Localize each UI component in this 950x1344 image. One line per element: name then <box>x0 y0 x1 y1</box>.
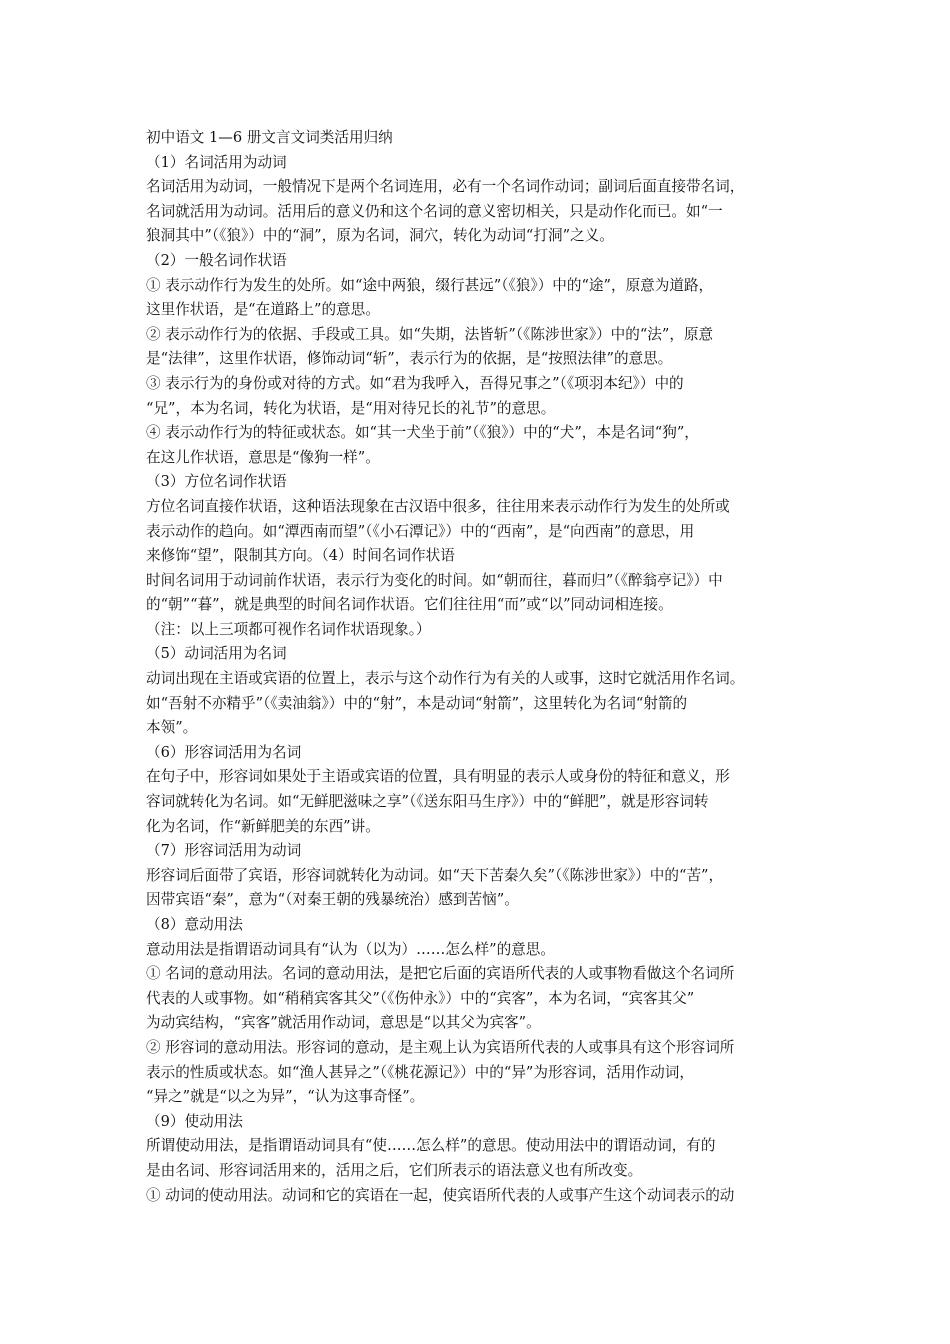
text-line: “异之”就是“以之为异”，“认为这事奇怪”。 <box>146 1088 425 1106</box>
text-line: 来修饰“望”，限制其方向。（4）时间名词作状语 <box>146 547 455 565</box>
text-line: 化为名词，作“新鲜肥美的东西”讲。 <box>146 817 380 835</box>
text-line: （9）使动用法 <box>146 1112 243 1130</box>
text-line: 表示动作的趋向。如“潭西南而望”（《小石潭记》）中的“西南”，是“向西南”的意思，用 <box>146 522 695 540</box>
text-line: 名词活用为动词，一般情况下是两个名词连用，必有一个名词作动词；副词后面直接带名词， <box>146 178 745 196</box>
text-line: 在句子中，形容词如果处于主语或宾语的位置，具有明显的表示人或身份的特征和意义，形 <box>146 768 730 786</box>
text-line: ② 表示动作行为的依据、手段或工具。如“失期，法皆斩”（《陈涉世家》）中的“法”，原意 <box>146 325 714 343</box>
document-body <box>146 151 814 1209</box>
text-line: “兄”，本为名词，转化为状语，是“用对待兄长的礼节”的意思。 <box>146 399 556 417</box>
text-line: 动词出现在主语或宾语的位置上，表示与这个动作行为有关的人或事，这时它就活用作名词。 <box>146 670 745 688</box>
text-line: 意动用法是指谓语动词具有“认为（以为）……怎么样”的意思。 <box>146 940 555 958</box>
text-line: 表示的性质或状态。如“渔人甚异之”（《桃花源记》）中的“异”为形容词，活用作动词， <box>146 1063 694 1081</box>
text-line: ① 表示动作行为发生的处所。如“途中两狼，缀行甚远”（《狼》）中的“途”，原意为道路， <box>146 276 714 294</box>
text-line: 因带宾语“秦”，意为“（对秦王朝的残暴统治）感到苦恼”。 <box>146 891 519 909</box>
document-page <box>146 126 814 1208</box>
text-line: （7）形容词活用为动词 <box>146 842 302 860</box>
text-line: ① 动词的使动用法。动词和它的宾语在一起，使宾语所代表的人或事产生这个动词表示的动 <box>146 1186 735 1204</box>
text-line: （注：以上三项都可视作名词作状语现象。） <box>146 620 431 638</box>
text-line: 在这儿作状语，意思是“像狗一样”。 <box>146 448 380 466</box>
text-line: ① 名词的意动用法。名词的意动用法，是把它后面的宾语所代表的人或事物看做这个名词所 <box>146 965 735 983</box>
text-line: 如“吾射不亦精乎”（《卖油翁》）中的“射”，本是动词“射箭”，这里转化为名词“射箭的 <box>146 694 688 712</box>
text-line: 是“法律”，这里作状语，修饰动词“斩”，表示行为的依据，是“按照法律”的意思。 <box>146 350 673 368</box>
text-line: ④ 表示动作行为的特征或状态。如“其一犬坐于前”（《狼》）中的“犬”，本是名词“狗”， <box>146 424 699 442</box>
document-title: 初中语文 1—6 册文言文词类活用归纳 <box>146 129 393 146</box>
text-line: 时间名词用于动词前作状语，表示行为变化的时间。如“朝而往，暮而归”（《醉翁亭记》）中 <box>146 571 723 589</box>
text-line: （5）动词活用为名词 <box>146 645 287 663</box>
text-line: 所谓使动用法，是指谓语动词具有“使……怎么样”的意思。使动用法中的谓语动词，有的 <box>146 1137 716 1155</box>
text-line: 的“朝”“暮”，就是典型的时间名词作状语。它们往往用“而”或“以”同动词相连接。 <box>146 596 673 614</box>
text-line: 是由名词、形容词活用来的，活用之后，它们所表示的语法意义也有所改变。 <box>146 1161 643 1179</box>
text-line: 为动宾结构，“宾客”就活用作动词，意思是“以其父为宾客”。 <box>146 1014 541 1032</box>
text-line: 这里作状语，是“在道路上”的意思。 <box>146 301 380 319</box>
text-line: （3）方位名词作状语 <box>146 473 287 491</box>
text-line: ③ 表示行为的身份或对待的方式。如“君为我呼入，吾得兄事之”（《项羽本纪》）中的 <box>146 374 684 392</box>
text-line: 形容词后面带了宾语，形容词就转化为动词。如“天下苦秦久矣”（《陈涉世家》）中的“苦”， <box>146 866 724 884</box>
text-line: 方位名词直接作状语，这种语法现象在古汉语中很多，往往用来表示动作行为发生的处所或 <box>146 497 730 515</box>
text-line: （2）一般名词作状语 <box>146 251 287 269</box>
text-line: 狼洞其中”（《狼》）中的“洞”，原为名词，洞穴，转化为动词“打洞”之义。 <box>146 227 614 245</box>
text-line: ② 形容词的意动用法。形容词的意动，是主观上认为宾语所代表的人或事具有这个形容词所 <box>146 1038 735 1056</box>
text-line: 代表的人或事物。如“稍稍宾客其父”（《伤仲永》）中的“宾客”，本为名词，“宾客其父” <box>146 989 695 1007</box>
text-line: 容词就转化为名词。如“无鲜肥滋味之享”（《送东阳马生序》）中的“鲜肥”，就是形容词转 <box>146 793 709 811</box>
text-line: （8）意动用法 <box>146 916 243 933</box>
text-line: 本领”。 <box>146 719 198 737</box>
text-line: 名词就活用为动词。活用后的意义仍和这个名词的意义密切相关，只是动作化而已。如“一 <box>146 202 723 220</box>
text-line: （1）名词活用为动词 <box>146 153 287 171</box>
text-line: （6）形容词活用为名词 <box>146 743 302 761</box>
